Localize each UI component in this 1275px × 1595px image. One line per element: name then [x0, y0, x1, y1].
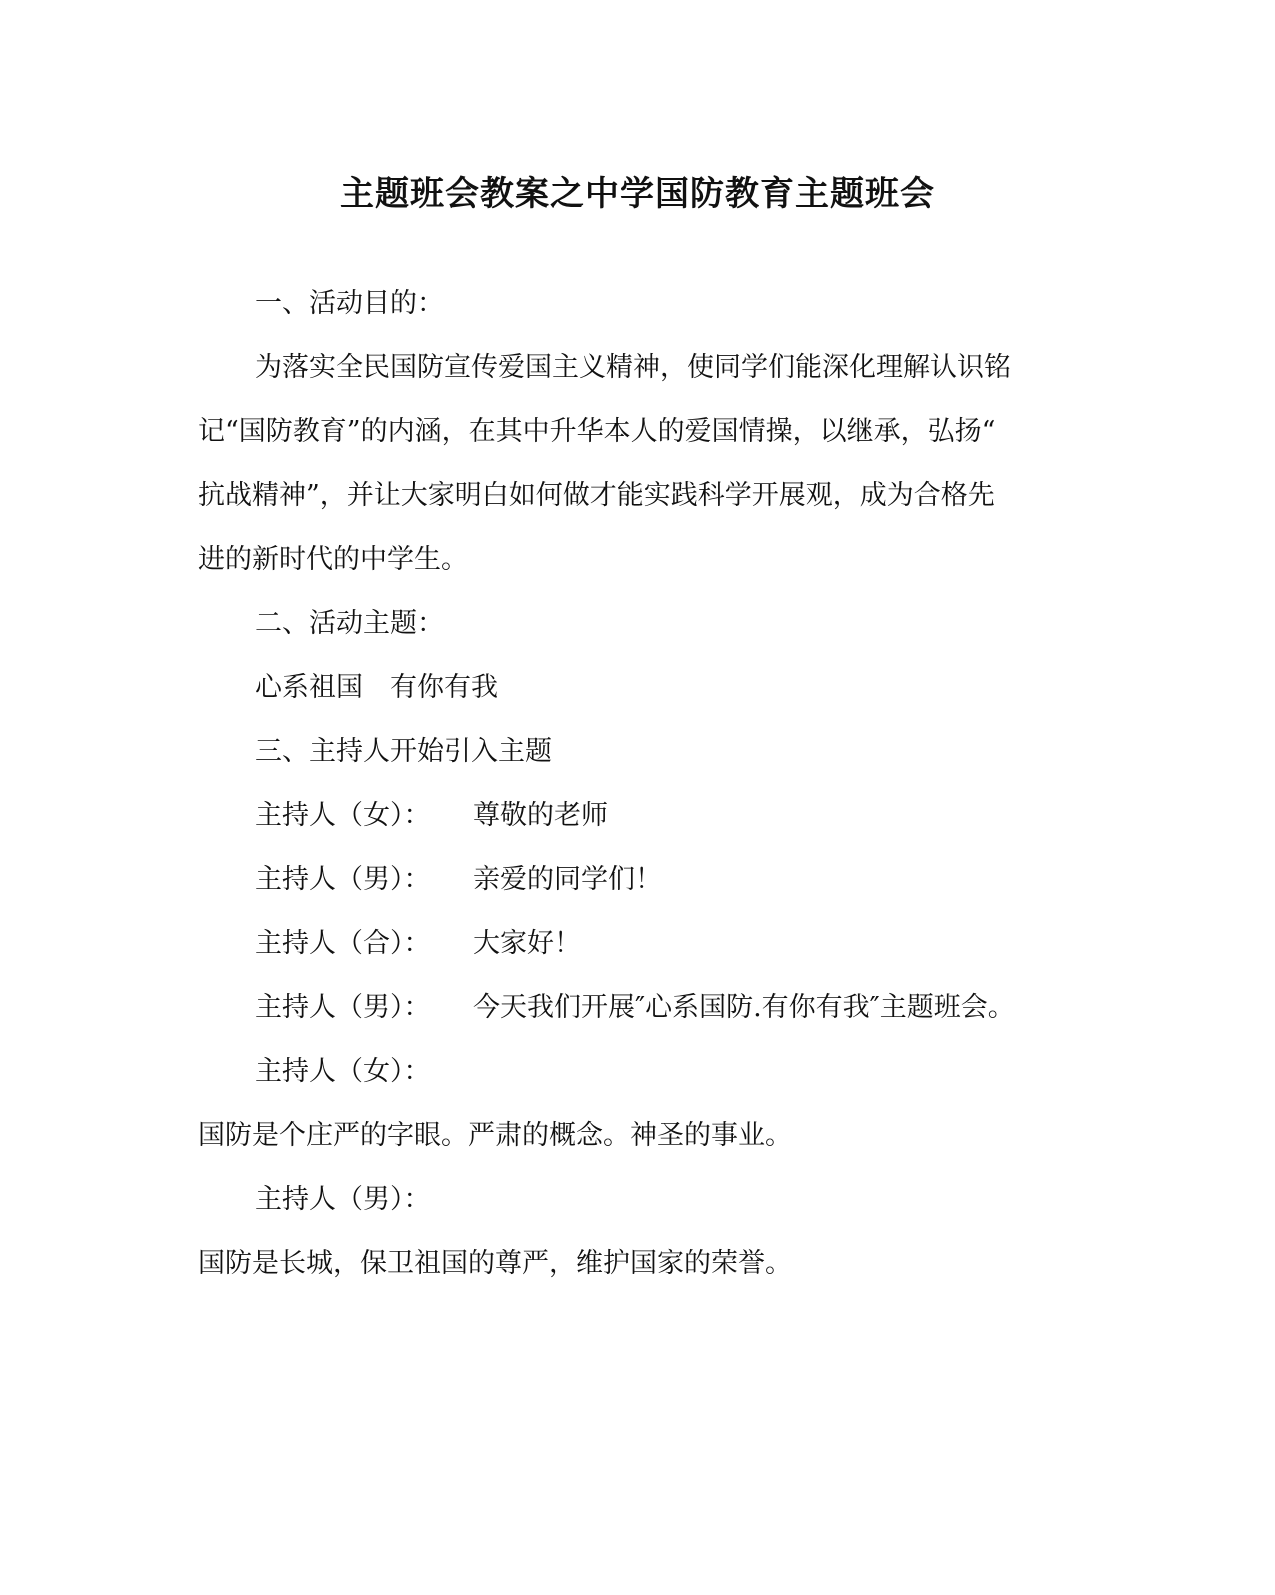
dialogue-line [255, 796, 608, 836]
purpose-line-1: 为落实全民国防宣传爱国主义精神，使同学们能深化理解认识铭 [255, 352, 1011, 383]
section-heading-intro: 三、主持人开始引入主题 [255, 736, 552, 767]
dialogue-speaker: 主持人（合）： [255, 928, 431, 959]
section-heading-purpose: 一、活动目的： [255, 288, 444, 319]
purpose-line-4: 进的新时代的中学生。 [198, 544, 468, 575]
theme-text: 心系祖国 有你有我 [255, 672, 498, 703]
dialogue-text: 大家好！ [473, 928, 581, 959]
host-male-label: 主持人（男）： [255, 1184, 431, 1215]
purpose-line-2: 记“国防教育”的内涵，在其中升华本人的爱国情操，以继承，弘扬“ [198, 416, 996, 447]
dialogue-speaker: 主持人（男）： [255, 992, 431, 1023]
host-male-line: 国防是长城，保卫祖国的尊严，维护国家的荣誉。 [198, 1248, 792, 1279]
purpose-line-3: 抗战精神”，并让大家明白如何做才能实践科学开展观，成为合格先 [198, 480, 995, 511]
dialogue-text: 尊敬的老师 [473, 800, 608, 831]
dialogue-line [255, 988, 1015, 1028]
host-female-line: 国防是个庄严的字眼。严肃的概念。神圣的事业。 [198, 1120, 792, 1151]
document-title: 主题班会教案之中学国防教育主题班会 [340, 174, 935, 214]
dialogue-line [255, 924, 581, 964]
section-heading-theme: 二、活动主题： [255, 608, 444, 639]
dialogue-line [255, 860, 662, 900]
dialogue-speaker: 主持人（女）： [255, 800, 431, 831]
dialogue-text: 亲爱的同学们！ [473, 864, 662, 895]
dialogue-text: 今天我们开展″心系国防.有你有我″主题班会。 [473, 992, 1015, 1023]
dialogue-speaker: 主持人（男）： [255, 864, 431, 895]
host-female-label: 主持人（女）： [255, 1056, 431, 1087]
